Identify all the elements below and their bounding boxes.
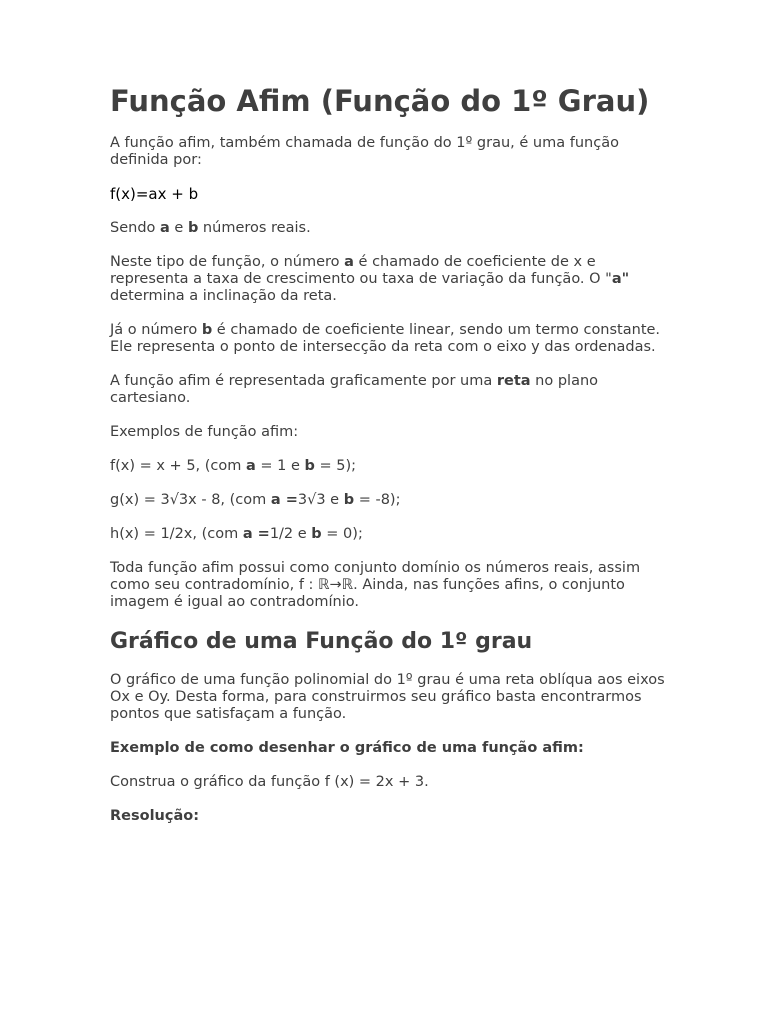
bold-b: b xyxy=(304,458,315,474)
bold-a: a = xyxy=(270,492,298,508)
bold-a: a xyxy=(160,220,170,236)
bold-b: b xyxy=(311,526,322,542)
text: Sendo xyxy=(110,220,160,236)
example-heading-bold xyxy=(110,740,670,757)
bold-text: Resolução: xyxy=(110,808,200,824)
text: 1/2 e xyxy=(269,526,312,542)
resolucao-label xyxy=(110,808,670,825)
bold-b: b xyxy=(187,220,199,236)
examples-heading: Exemplos de função afim: xyxy=(110,424,299,440)
text: g(x) = 3√3x - 8, (com xyxy=(110,492,271,508)
text: Neste tipo de função, o número xyxy=(110,254,345,270)
text: A função afim é representada graficamente por uma xyxy=(110,373,497,389)
paragraph-coeficiente-angular xyxy=(110,254,670,305)
page-title: Função Afim (Função do 1º Grau) xyxy=(110,84,650,118)
text: = -8); xyxy=(354,492,401,508)
paragraph-grafico-reta: O gráfico de uma função polinomial do 1º grau é uma reta oblíqua aos eixos Ox e Oy. Desta forma, para construirmos seu gráfico basta encontrarmos pontos que satisfaçam a função. xyxy=(110,672,665,722)
paragraph-dominio: Toda função afim possui como conjunto domínio os números reais, assim como seu contradomínio, f : ℝ→ℝ. Ainda, nas funções afins, o conjunto imagem é igual ao contradomínio. xyxy=(110,560,641,610)
text: é chamado de coeficiente linear, sendo um termo constante. Ele representa o ponto de intersecção da reta com o eixo y das ordenadas. xyxy=(110,322,661,355)
text: determina a inclinação da reta. xyxy=(110,288,337,304)
example-h xyxy=(110,526,670,543)
text: e xyxy=(169,220,188,236)
bold-a: a xyxy=(246,458,256,474)
example-f xyxy=(110,458,670,475)
bold-b: b xyxy=(343,492,355,508)
bold-b: b xyxy=(201,322,213,338)
text: h(x) = 1/2x, (com xyxy=(110,526,243,542)
bold-a: a xyxy=(344,254,354,270)
text: números reais. xyxy=(198,220,311,236)
paragraph-reta xyxy=(110,373,670,407)
bold-reta: reta xyxy=(496,373,531,389)
section-title-grafico: Gráfico de uma Função do 1º grau xyxy=(110,629,533,654)
paragraph-sendo xyxy=(110,220,670,237)
paragraph-construa: Construa o gráfico da função f (x) = 2x + 3. xyxy=(110,774,429,790)
text: f(x) = x + 5, (com xyxy=(110,458,246,474)
document-body xyxy=(110,84,670,842)
text: é chamado de coeficiente de x e representa a taxa de crescimento ou taxa de variação da função. O " xyxy=(110,254,612,287)
text: 3√3 e xyxy=(297,492,344,508)
intro-paragraph: A função afim, também chamada de função do 1º grau, é uma função definida por: xyxy=(110,135,619,168)
text: = 5); xyxy=(314,458,357,474)
text: = 1 e xyxy=(255,458,305,474)
formula: f(x)=ax + b xyxy=(110,185,199,203)
paragraph-coeficiente-linear xyxy=(110,322,670,356)
text: = 0); xyxy=(321,526,363,542)
example-g xyxy=(110,492,670,509)
bold-a: a = xyxy=(242,526,270,542)
text: Já o número xyxy=(110,322,202,338)
bold-a-quoted: a" xyxy=(611,271,630,287)
text: no plano cartesiano. xyxy=(110,373,599,406)
bold-text: Exemplo de como desenhar o gráfico de uma função afim: xyxy=(110,740,584,756)
